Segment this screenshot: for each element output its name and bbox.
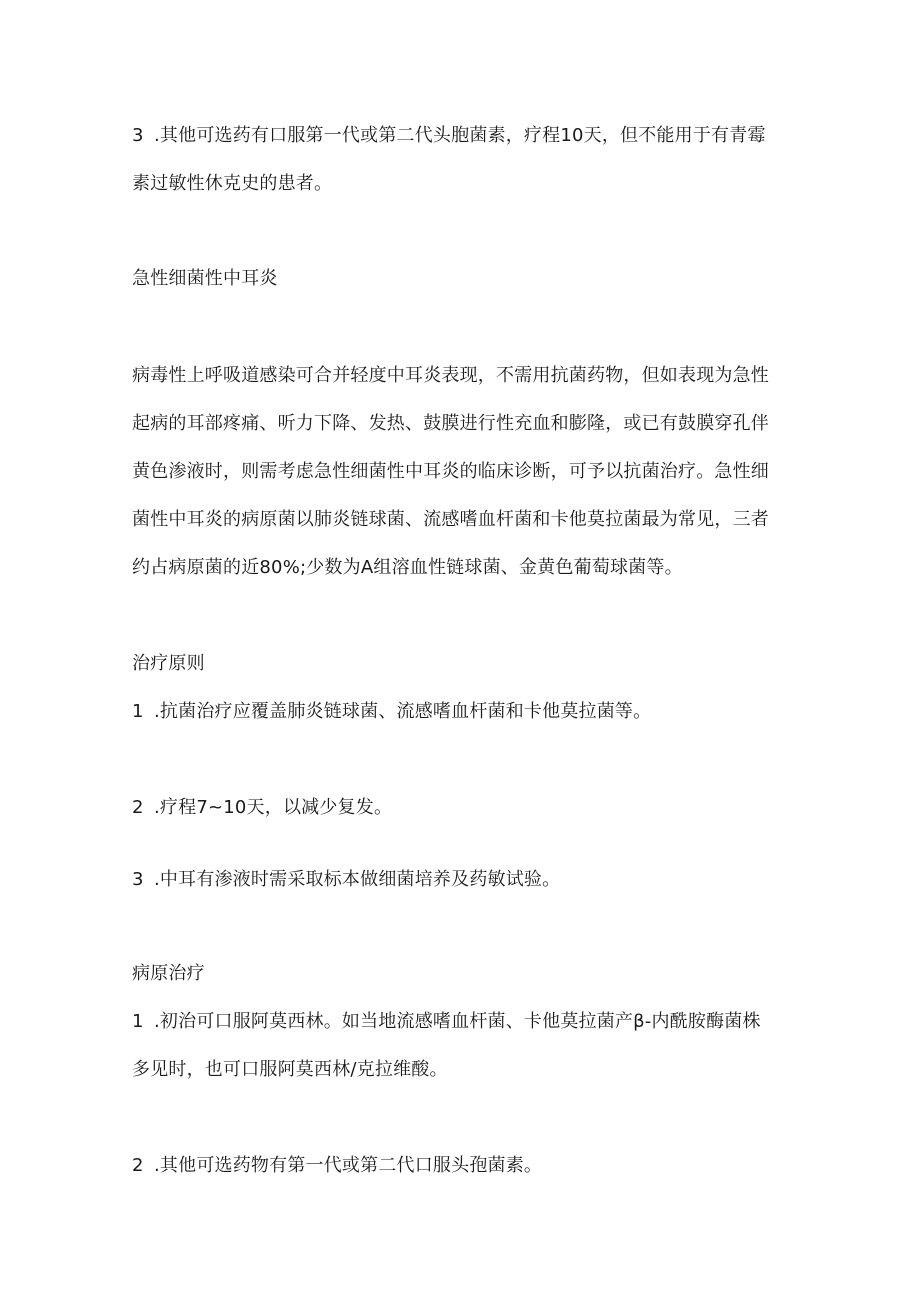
list-number: 3	[132, 869, 144, 890]
intro-paragraph-line5: 约占病原菌的近80%;少数为A组溶血性链球菌、金黄色葡萄球菌等。	[132, 557, 683, 578]
pathogen-item-1-line1	[132, 1010, 761, 1034]
list-text: .抗菌治疗应覆盖肺炎链球菌、流感嗜血杆菌和卡他莫拉菌等。	[154, 701, 652, 722]
list-number: 2	[132, 797, 144, 818]
pathogen-treatment-heading: 病原治疗	[132, 963, 205, 984]
list-text: .初治可口服阿莫西林。如当地流感嗜血杆菌、卡他莫拉菌产β-内酰胺酶菌株	[154, 1011, 761, 1032]
list-number: 1	[132, 1011, 144, 1032]
list-number: 2	[132, 1155, 144, 1176]
intro-paragraph-line3: 黄色渗液时，则需考虑急性细菌性中耳炎的临床诊断，可予以抗菌治疗。急性细	[132, 461, 769, 482]
pathogen-item-1-line2: 多见时，也可口服阿莫西林/克拉维酸。	[132, 1059, 448, 1080]
list-item-3-line1	[132, 124, 766, 148]
section-title: 急性细菌性中耳炎	[132, 268, 278, 289]
principle-item-1	[132, 700, 651, 724]
list-text: .其他可选药有口服第一代或第二代头胞菌素，疗程10天，但不能用于有青霉	[154, 125, 766, 146]
intro-paragraph-line1: 病毒性上呼吸道感染可合并轻度中耳炎表现，不需用抗菌药物，但如表现为急性	[132, 365, 769, 386]
list-text: .其他可选药物有第一代或第二代口服头孢菌素。	[154, 1155, 543, 1176]
treatment-principles-heading: 治疗原则	[132, 653, 205, 674]
list-number: 3	[132, 125, 144, 146]
list-text: .疗程7~10天，以减少复发。	[154, 797, 393, 818]
list-item-3-line2: 素过敏性休克史的患者。	[132, 173, 333, 194]
list-number: 1	[132, 701, 144, 722]
pathogen-item-2	[132, 1154, 542, 1178]
principle-item-3	[132, 868, 560, 892]
intro-paragraph-line2: 起病的耳部疼痛、听力下降、发热、鼓膜进行性充血和膨隆，或已有鼓膜穿孔伴	[132, 413, 769, 434]
list-text: .中耳有渗液时需采取标本做细菌培养及药敏试验。	[154, 869, 561, 890]
intro-paragraph-line4: 菌性中耳炎的病原菌以肺炎链球菌、流感嗜血杆菌和卡他莫拉菌最为常见，三者	[132, 509, 769, 530]
principle-item-2	[132, 796, 392, 820]
